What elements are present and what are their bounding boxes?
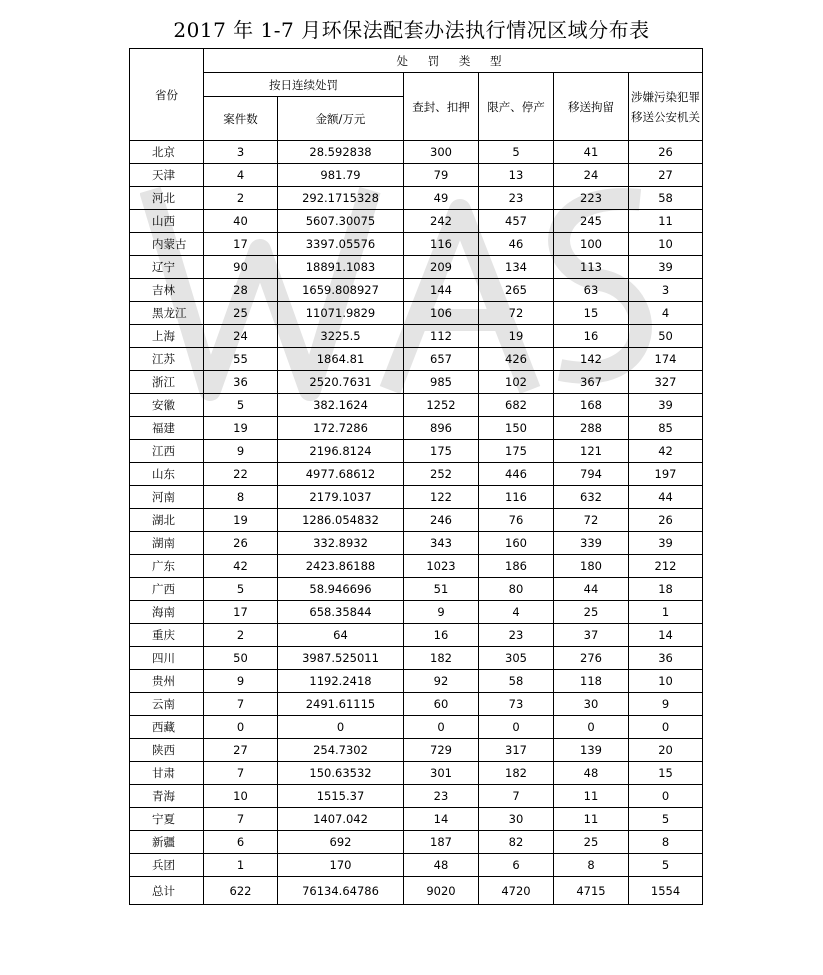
cell-amount: 1515.37 xyxy=(278,785,404,808)
cell-seal: 9 xyxy=(404,601,479,624)
cell-limit: 30 xyxy=(479,808,554,831)
cell-cases: 10 xyxy=(204,785,278,808)
cell-criminal: 39 xyxy=(629,532,703,555)
cell-limit: 317 xyxy=(479,739,554,762)
cell-cases: 22 xyxy=(204,463,278,486)
cell-cases: 2 xyxy=(204,187,278,210)
table-row xyxy=(130,417,703,440)
cell-criminal: 1 xyxy=(629,601,703,624)
cell-seal: 1023 xyxy=(404,555,479,578)
cell-criminal: 9 xyxy=(629,693,703,716)
cell-criminal: 5 xyxy=(629,808,703,831)
cell-province: 西藏 xyxy=(130,716,204,739)
cell-detain: 139 xyxy=(554,739,629,762)
header-criminal: 涉嫌污染犯罪移送公安机关 xyxy=(629,73,703,141)
cell-cases: 622 xyxy=(204,877,278,905)
cell-limit: 134 xyxy=(479,256,554,279)
cell-criminal: 174 xyxy=(629,348,703,371)
cell-detain: 288 xyxy=(554,417,629,440)
cell-limit: 46 xyxy=(479,233,554,256)
cell-province: 青海 xyxy=(130,785,204,808)
cell-province: 湖北 xyxy=(130,509,204,532)
cell-cases: 3 xyxy=(204,141,278,164)
cell-limit: 5 xyxy=(479,141,554,164)
cell-criminal: 14 xyxy=(629,624,703,647)
cell-detain: 37 xyxy=(554,624,629,647)
cell-detain: 25 xyxy=(554,831,629,854)
cell-province: 河南 xyxy=(130,486,204,509)
cell-limit: 82 xyxy=(479,831,554,854)
header-penalty-type: 处 罚 类 型 xyxy=(204,49,703,73)
cell-detain: 48 xyxy=(554,762,629,785)
cell-cases: 55 xyxy=(204,348,278,371)
cell-criminal: 197 xyxy=(629,463,703,486)
cell-seal: 301 xyxy=(404,762,479,785)
cell-seal: 144 xyxy=(404,279,479,302)
cell-detain: 15 xyxy=(554,302,629,325)
table-row xyxy=(130,624,703,647)
header-daily-penalty: 按日连续处罚 xyxy=(204,73,404,97)
cell-seal: 1252 xyxy=(404,394,479,417)
header-limit: 限产、停产 xyxy=(479,73,554,141)
cell-amount: 3987.525011 xyxy=(278,647,404,670)
cell-cases: 5 xyxy=(204,394,278,417)
cell-province: 云南 xyxy=(130,693,204,716)
cell-criminal: 0 xyxy=(629,785,703,808)
cell-amount: 0 xyxy=(278,716,404,739)
cell-province: 宁夏 xyxy=(130,808,204,831)
cell-province: 内蒙古 xyxy=(130,233,204,256)
cell-criminal: 5 xyxy=(629,854,703,877)
cell-criminal: 0 xyxy=(629,716,703,739)
cell-cases: 2 xyxy=(204,624,278,647)
cell-seal: 175 xyxy=(404,440,479,463)
cell-seal: 23 xyxy=(404,785,479,808)
cell-seal: 48 xyxy=(404,854,479,877)
cell-cases: 26 xyxy=(204,532,278,555)
cell-detain: 11 xyxy=(554,808,629,831)
cell-criminal: 58 xyxy=(629,187,703,210)
table-row xyxy=(130,210,703,233)
cell-seal: 0 xyxy=(404,716,479,739)
cell-province: 总计 xyxy=(130,877,204,905)
cell-criminal: 27 xyxy=(629,164,703,187)
cell-seal: 657 xyxy=(404,348,479,371)
cell-cases: 0 xyxy=(204,716,278,739)
cell-limit: 175 xyxy=(479,440,554,463)
cell-amount: 1864.81 xyxy=(278,348,404,371)
cell-limit: 186 xyxy=(479,555,554,578)
cell-province: 甘肃 xyxy=(130,762,204,785)
cell-detain: 16 xyxy=(554,325,629,348)
cell-detain: 142 xyxy=(554,348,629,371)
cell-limit: 426 xyxy=(479,348,554,371)
cell-limit: 73 xyxy=(479,693,554,716)
table-row xyxy=(130,187,703,210)
cell-province: 吉林 xyxy=(130,279,204,302)
table-row xyxy=(130,164,703,187)
cell-limit: 4720 xyxy=(479,877,554,905)
table-row xyxy=(130,302,703,325)
cell-province: 广东 xyxy=(130,555,204,578)
table-row xyxy=(130,348,703,371)
cell-limit: 23 xyxy=(479,624,554,647)
cell-criminal: 10 xyxy=(629,233,703,256)
cell-amount: 658.35844 xyxy=(278,601,404,624)
cell-criminal: 20 xyxy=(629,739,703,762)
table-row xyxy=(130,762,703,785)
cell-limit: 160 xyxy=(479,532,554,555)
table-row xyxy=(130,325,703,348)
cell-limit: 23 xyxy=(479,187,554,210)
table-row xyxy=(130,486,703,509)
cell-amount: 2520.7631 xyxy=(278,371,404,394)
cell-amount: 11071.9829 xyxy=(278,302,404,325)
cell-limit: 80 xyxy=(479,578,554,601)
cell-limit: 58 xyxy=(479,670,554,693)
cell-province: 天津 xyxy=(130,164,204,187)
cell-detain: 0 xyxy=(554,716,629,739)
table-row xyxy=(130,578,703,601)
cell-detain: 11 xyxy=(554,785,629,808)
cell-seal: 49 xyxy=(404,187,479,210)
cell-cases: 36 xyxy=(204,371,278,394)
cell-seal: 14 xyxy=(404,808,479,831)
cell-amount: 64 xyxy=(278,624,404,647)
cell-criminal: 10 xyxy=(629,670,703,693)
cell-amount: 172.7286 xyxy=(278,417,404,440)
cell-limit: 682 xyxy=(479,394,554,417)
cell-cases: 5 xyxy=(204,578,278,601)
cell-province: 河北 xyxy=(130,187,204,210)
table-row xyxy=(130,256,703,279)
cell-limit: 150 xyxy=(479,417,554,440)
table-row xyxy=(130,233,703,256)
cell-province: 安徽 xyxy=(130,394,204,417)
cell-seal: 106 xyxy=(404,302,479,325)
cell-seal: 79 xyxy=(404,164,479,187)
cell-limit: 19 xyxy=(479,325,554,348)
cell-criminal: 50 xyxy=(629,325,703,348)
cell-limit: 182 xyxy=(479,762,554,785)
cell-amount: 3225.5 xyxy=(278,325,404,348)
cell-criminal: 42 xyxy=(629,440,703,463)
table-row xyxy=(130,509,703,532)
cell-province: 山东 xyxy=(130,463,204,486)
cell-criminal: 44 xyxy=(629,486,703,509)
cell-province: 陕西 xyxy=(130,739,204,762)
cell-detain: 44 xyxy=(554,578,629,601)
cell-criminal: 36 xyxy=(629,647,703,670)
cell-province: 湖南 xyxy=(130,532,204,555)
cell-detain: 339 xyxy=(554,532,629,555)
cell-cases: 90 xyxy=(204,256,278,279)
cell-province: 浙江 xyxy=(130,371,204,394)
cell-cases: 25 xyxy=(204,302,278,325)
cell-seal: 300 xyxy=(404,141,479,164)
cell-cases: 24 xyxy=(204,325,278,348)
table-row xyxy=(130,808,703,831)
cell-criminal: 26 xyxy=(629,509,703,532)
table-row xyxy=(130,601,703,624)
cell-criminal: 85 xyxy=(629,417,703,440)
table-row xyxy=(130,440,703,463)
data-table xyxy=(129,48,703,905)
table-row xyxy=(130,555,703,578)
cell-seal: 112 xyxy=(404,325,479,348)
cell-amount: 1659.808927 xyxy=(278,279,404,302)
table-row xyxy=(130,141,703,164)
cell-detain: 118 xyxy=(554,670,629,693)
header-seal: 查封、扣押 xyxy=(404,73,479,141)
cell-cases: 7 xyxy=(204,693,278,716)
cell-province: 重庆 xyxy=(130,624,204,647)
cell-detain: 30 xyxy=(554,693,629,716)
table-row xyxy=(130,371,703,394)
table-row xyxy=(130,279,703,302)
cell-province: 兵团 xyxy=(130,854,204,877)
cell-cases: 7 xyxy=(204,808,278,831)
cell-amount: 76134.64786 xyxy=(278,877,404,905)
cell-cases: 28 xyxy=(204,279,278,302)
cell-cases: 19 xyxy=(204,417,278,440)
cell-detain: 100 xyxy=(554,233,629,256)
cell-criminal: 3 xyxy=(629,279,703,302)
cell-cases: 9 xyxy=(204,440,278,463)
cell-limit: 457 xyxy=(479,210,554,233)
cell-cases: 1 xyxy=(204,854,278,877)
cell-amount: 332.8932 xyxy=(278,532,404,555)
cell-limit: 116 xyxy=(479,486,554,509)
cell-seal: 985 xyxy=(404,371,479,394)
cell-detain: 276 xyxy=(554,647,629,670)
cell-limit: 6 xyxy=(479,854,554,877)
cell-amount: 58.946696 xyxy=(278,578,404,601)
cell-detain: 794 xyxy=(554,463,629,486)
cell-province: 江西 xyxy=(130,440,204,463)
cell-criminal: 327 xyxy=(629,371,703,394)
total-row xyxy=(130,877,703,905)
cell-amount: 692 xyxy=(278,831,404,854)
cell-detain: 63 xyxy=(554,279,629,302)
cell-seal: 60 xyxy=(404,693,479,716)
cell-province: 江苏 xyxy=(130,348,204,371)
cell-amount: 2196.8124 xyxy=(278,440,404,463)
cell-amount: 2491.61115 xyxy=(278,693,404,716)
cell-seal: 51 xyxy=(404,578,479,601)
cell-cases: 17 xyxy=(204,601,278,624)
cell-amount: 1286.054832 xyxy=(278,509,404,532)
cell-amount: 981.79 xyxy=(278,164,404,187)
cell-province: 海南 xyxy=(130,601,204,624)
cell-amount: 18891.1083 xyxy=(278,256,404,279)
header-detain: 移送拘留 xyxy=(554,73,629,141)
cell-limit: 0 xyxy=(479,716,554,739)
cell-amount: 382.1624 xyxy=(278,394,404,417)
cell-detain: 25 xyxy=(554,601,629,624)
cell-seal: 116 xyxy=(404,233,479,256)
cell-criminal: 1554 xyxy=(629,877,703,905)
table-row xyxy=(130,854,703,877)
table-row xyxy=(130,463,703,486)
cell-detain: 632 xyxy=(554,486,629,509)
cell-seal: 729 xyxy=(404,739,479,762)
cell-limit: 265 xyxy=(479,279,554,302)
cell-limit: 7 xyxy=(479,785,554,808)
cell-detain: 113 xyxy=(554,256,629,279)
cell-amount: 4977.68612 xyxy=(278,463,404,486)
cell-cases: 42 xyxy=(204,555,278,578)
table-row xyxy=(130,693,703,716)
cell-criminal: 39 xyxy=(629,394,703,417)
page-title: 2017 年 1-7 月环保法配套办法执行情况区域分布表 xyxy=(173,18,650,42)
cell-detain: 367 xyxy=(554,371,629,394)
cell-amount: 292.1715328 xyxy=(278,187,404,210)
cell-criminal: 8 xyxy=(629,831,703,854)
cell-cases: 19 xyxy=(204,509,278,532)
cell-limit: 305 xyxy=(479,647,554,670)
cell-seal: 246 xyxy=(404,509,479,532)
header-amount: 金额/万元 xyxy=(278,97,404,141)
cell-cases: 8 xyxy=(204,486,278,509)
cell-province: 福建 xyxy=(130,417,204,440)
cell-cases: 4 xyxy=(204,164,278,187)
cell-detain: 245 xyxy=(554,210,629,233)
cell-detain: 4715 xyxy=(554,877,629,905)
cell-cases: 6 xyxy=(204,831,278,854)
cell-cases: 9 xyxy=(204,670,278,693)
cell-amount: 28.592838 xyxy=(278,141,404,164)
cell-criminal: 15 xyxy=(629,762,703,785)
cell-amount: 170 xyxy=(278,854,404,877)
table-row xyxy=(130,739,703,762)
cell-province: 贵州 xyxy=(130,670,204,693)
cell-province: 新疆 xyxy=(130,831,204,854)
table-row xyxy=(130,670,703,693)
cell-seal: 9020 xyxy=(404,877,479,905)
cell-criminal: 39 xyxy=(629,256,703,279)
table-row xyxy=(130,647,703,670)
table-row xyxy=(130,785,703,808)
cell-amount: 3397.05576 xyxy=(278,233,404,256)
cell-amount: 2179.1037 xyxy=(278,486,404,509)
cell-province: 北京 xyxy=(130,141,204,164)
cell-seal: 187 xyxy=(404,831,479,854)
cell-seal: 252 xyxy=(404,463,479,486)
table-row xyxy=(130,394,703,417)
cell-amount: 254.7302 xyxy=(278,739,404,762)
cell-province: 上海 xyxy=(130,325,204,348)
cell-limit: 102 xyxy=(479,371,554,394)
cell-seal: 122 xyxy=(404,486,479,509)
cell-amount: 1407.042 xyxy=(278,808,404,831)
cell-province: 山西 xyxy=(130,210,204,233)
cell-amount: 1192.2418 xyxy=(278,670,404,693)
header-cases: 案件数 xyxy=(204,97,278,141)
cell-criminal: 212 xyxy=(629,555,703,578)
cell-amount: 2423.86188 xyxy=(278,555,404,578)
cell-limit: 4 xyxy=(479,601,554,624)
cell-province: 广西 xyxy=(130,578,204,601)
table-row xyxy=(130,716,703,739)
cell-seal: 896 xyxy=(404,417,479,440)
table-row xyxy=(130,831,703,854)
cell-amount: 150.63532 xyxy=(278,762,404,785)
cell-criminal: 26 xyxy=(629,141,703,164)
cell-detain: 41 xyxy=(554,141,629,164)
cell-detain: 24 xyxy=(554,164,629,187)
cell-cases: 7 xyxy=(204,762,278,785)
cell-detain: 168 xyxy=(554,394,629,417)
cell-province: 四川 xyxy=(130,647,204,670)
cell-cases: 50 xyxy=(204,647,278,670)
cell-province: 辽宁 xyxy=(130,256,204,279)
cell-seal: 209 xyxy=(404,256,479,279)
cell-cases: 27 xyxy=(204,739,278,762)
table-row xyxy=(130,532,703,555)
cell-seal: 343 xyxy=(404,532,479,555)
cell-seal: 16 xyxy=(404,624,479,647)
cell-detain: 223 xyxy=(554,187,629,210)
cell-criminal: 11 xyxy=(629,210,703,233)
cell-seal: 92 xyxy=(404,670,479,693)
cell-cases: 17 xyxy=(204,233,278,256)
cell-limit: 446 xyxy=(479,463,554,486)
header-province: 省份 xyxy=(130,49,204,141)
cell-detain: 180 xyxy=(554,555,629,578)
cell-cases: 40 xyxy=(204,210,278,233)
cell-province: 黑龙江 xyxy=(130,302,204,325)
cell-limit: 13 xyxy=(479,164,554,187)
cell-limit: 76 xyxy=(479,509,554,532)
cell-detain: 8 xyxy=(554,854,629,877)
cell-criminal: 4 xyxy=(629,302,703,325)
cell-criminal: 18 xyxy=(629,578,703,601)
cell-detain: 72 xyxy=(554,509,629,532)
cell-amount: 5607.30075 xyxy=(278,210,404,233)
cell-detain: 121 xyxy=(554,440,629,463)
cell-seal: 182 xyxy=(404,647,479,670)
cell-limit: 72 xyxy=(479,302,554,325)
cell-seal: 242 xyxy=(404,210,479,233)
